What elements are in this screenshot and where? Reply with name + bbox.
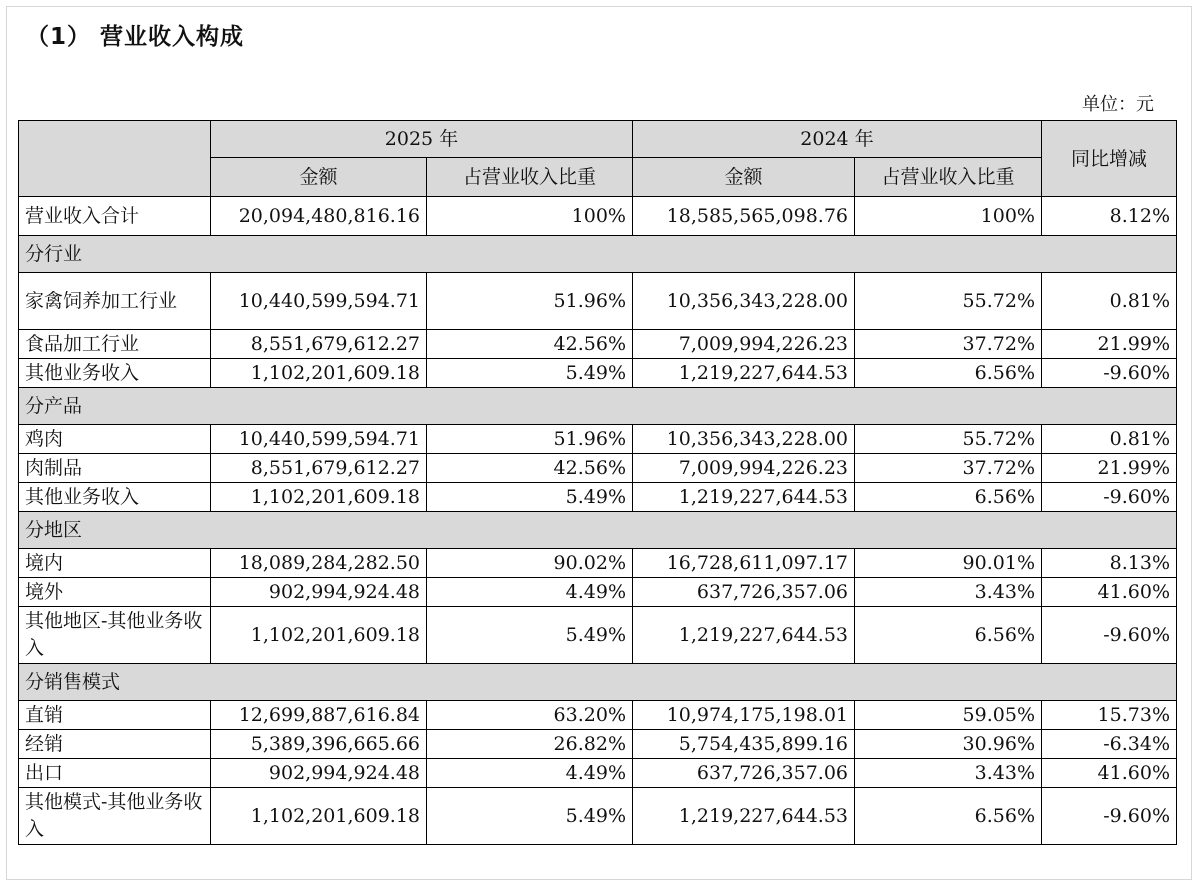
section-row: [19, 388, 1177, 425]
share-2024-cell: 30.96%: [855, 730, 1042, 759]
row-label: 家禽饲养加工行业: [19, 273, 211, 330]
table-row: [19, 454, 1177, 483]
share-2025-cell: 51.96%: [427, 273, 633, 330]
header-yoy: 同比增减: [1042, 121, 1177, 197]
row-label: 其他业务收入: [19, 483, 211, 512]
total-yoy: 8.12%: [1042, 197, 1177, 236]
yoy-cell: 0.81%: [1042, 273, 1177, 330]
header-row-years: [19, 121, 1177, 158]
section-row: [19, 236, 1177, 273]
table-row: [19, 759, 1177, 788]
yoy-cell: 8.13%: [1042, 549, 1177, 578]
table-row: [19, 330, 1177, 359]
amount-2024-cell: 16,728,611,097.17: [633, 549, 855, 578]
amount-2024-cell: 1,219,227,644.53: [633, 359, 855, 388]
section-title: （1） 营业收入构成: [26, 24, 245, 50]
amount-2025-cell: 1,102,201,609.18: [211, 359, 427, 388]
row-label: 经销: [19, 730, 211, 759]
row-label: 出口: [19, 759, 211, 788]
amount-2024-cell: 10,974,175,198.01: [633, 701, 855, 730]
header-amount-2024: 金额: [633, 158, 855, 197]
amount-2025-cell: 902,994,924.48: [211, 759, 427, 788]
yoy-cell: -6.34%: [1042, 730, 1177, 759]
total-row: [19, 197, 1177, 236]
header-year-2024: 2024 年: [633, 121, 1042, 158]
amount-2024-cell: 637,726,357.06: [633, 578, 855, 607]
amount-2024-cell: 637,726,357.06: [633, 759, 855, 788]
row-label: 境外: [19, 578, 211, 607]
amount-2025-cell: 5,389,396,665.66: [211, 730, 427, 759]
unit-label: 单位：元: [1082, 94, 1154, 115]
amount-2025-cell: 18,089,284,282.50: [211, 549, 427, 578]
row-label: 其他地区-其他业务收入: [19, 607, 211, 664]
share-2024-cell: 6.56%: [855, 788, 1042, 845]
section-label: 分行业: [19, 236, 1177, 273]
yoy-cell: 41.60%: [1042, 578, 1177, 607]
share-2025-cell: 42.56%: [427, 330, 633, 359]
amount-2024-cell: 1,219,227,644.53: [633, 788, 855, 845]
row-label: 食品加工行业: [19, 330, 211, 359]
section-label: 分产品: [19, 388, 1177, 425]
share-2024-cell: 6.56%: [855, 483, 1042, 512]
table-row: [19, 483, 1177, 512]
amount-2025-cell: 10,440,599,594.71: [211, 425, 427, 454]
yoy-cell: 21.99%: [1042, 330, 1177, 359]
header-amount-2025: 金额: [211, 158, 427, 197]
share-2025-cell: 5.49%: [427, 607, 633, 664]
share-2024-cell: 90.01%: [855, 549, 1042, 578]
total-label: 营业收入合计: [19, 197, 211, 236]
table-row: [19, 578, 1177, 607]
share-2025-cell: 26.82%: [427, 730, 633, 759]
share-2025-cell: 5.49%: [427, 359, 633, 388]
header-share-2024: 占营业收入比重: [855, 158, 1042, 197]
amount-2024-cell: 10,356,343,228.00: [633, 425, 855, 454]
amount-2025-cell: 10,440,599,594.71: [211, 273, 427, 330]
row-label: 境内: [19, 549, 211, 578]
share-2025-cell: 4.49%: [427, 759, 633, 788]
table-row: [19, 730, 1177, 759]
share-2025-cell: 63.20%: [427, 701, 633, 730]
total-share-2025: 100%: [427, 197, 633, 236]
share-2024-cell: 55.72%: [855, 273, 1042, 330]
amount-2025-cell: 902,994,924.48: [211, 578, 427, 607]
share-2025-cell: 42.56%: [427, 454, 633, 483]
amount-2025-cell: 8,551,679,612.27: [211, 454, 427, 483]
header-year-2025: 2025 年: [211, 121, 633, 158]
amount-2025-cell: 1,102,201,609.18: [211, 483, 427, 512]
section-label: 分销售模式: [19, 664, 1177, 701]
table-row: [19, 549, 1177, 578]
table-row: [19, 359, 1177, 388]
share-2024-cell: 3.43%: [855, 759, 1042, 788]
share-2024-cell: 37.72%: [855, 454, 1042, 483]
yoy-cell: -9.60%: [1042, 607, 1177, 664]
share-2024-cell: 59.05%: [855, 701, 1042, 730]
yoy-cell: 0.81%: [1042, 425, 1177, 454]
amount-2024-cell: 7,009,994,226.23: [633, 330, 855, 359]
share-2024-cell: 6.56%: [855, 607, 1042, 664]
row-label: 其他业务收入: [19, 359, 211, 388]
table-row: [19, 701, 1177, 730]
table-row: [19, 607, 1177, 664]
section-row: [19, 512, 1177, 549]
total-share-2024: 100%: [855, 197, 1042, 236]
amount-2025-cell: 1,102,201,609.18: [211, 788, 427, 845]
header-share-2025: 占营业收入比重: [427, 158, 633, 197]
total-amount-2025: 20,094,480,816.16: [211, 197, 427, 236]
amount-2024-cell: 7,009,994,226.23: [633, 454, 855, 483]
total-amount-2024: 18,585,565,098.76: [633, 197, 855, 236]
share-2025-cell: 5.49%: [427, 483, 633, 512]
amount-2025-cell: 8,551,679,612.27: [211, 330, 427, 359]
table-row: [19, 273, 1177, 330]
table-row: [19, 425, 1177, 454]
share-2024-cell: 6.56%: [855, 359, 1042, 388]
share-2025-cell: 90.02%: [427, 549, 633, 578]
amount-2024-cell: 10,356,343,228.00: [633, 273, 855, 330]
row-label: 其他模式-其他业务收入: [19, 788, 211, 845]
amount-2025-cell: 12,699,887,616.84: [211, 701, 427, 730]
table-row: [19, 788, 1177, 845]
amount-2024-cell: 5,754,435,899.16: [633, 730, 855, 759]
header-corner-cell: [19, 121, 211, 197]
amount-2024-cell: 1,219,227,644.53: [633, 483, 855, 512]
share-2024-cell: 3.43%: [855, 578, 1042, 607]
share-2024-cell: 55.72%: [855, 425, 1042, 454]
yoy-cell: 15.73%: [1042, 701, 1177, 730]
table-body: [19, 121, 1177, 845]
yoy-cell: -9.60%: [1042, 359, 1177, 388]
amount-2025-cell: 1,102,201,609.18: [211, 607, 427, 664]
share-2024-cell: 37.72%: [855, 330, 1042, 359]
row-label: 直销: [19, 701, 211, 730]
section-row: [19, 664, 1177, 701]
row-label: 鸡肉: [19, 425, 211, 454]
row-label: 肉制品: [19, 454, 211, 483]
share-2025-cell: 4.49%: [427, 578, 633, 607]
share-2025-cell: 51.96%: [427, 425, 633, 454]
yoy-cell: 21.99%: [1042, 454, 1177, 483]
section-label: 分地区: [19, 512, 1177, 549]
yoy-cell: -9.60%: [1042, 483, 1177, 512]
amount-2024-cell: 1,219,227,644.53: [633, 607, 855, 664]
revenue-composition-table: [18, 120, 1177, 845]
yoy-cell: -9.60%: [1042, 788, 1177, 845]
yoy-cell: 41.60%: [1042, 759, 1177, 788]
share-2025-cell: 5.49%: [427, 788, 633, 845]
